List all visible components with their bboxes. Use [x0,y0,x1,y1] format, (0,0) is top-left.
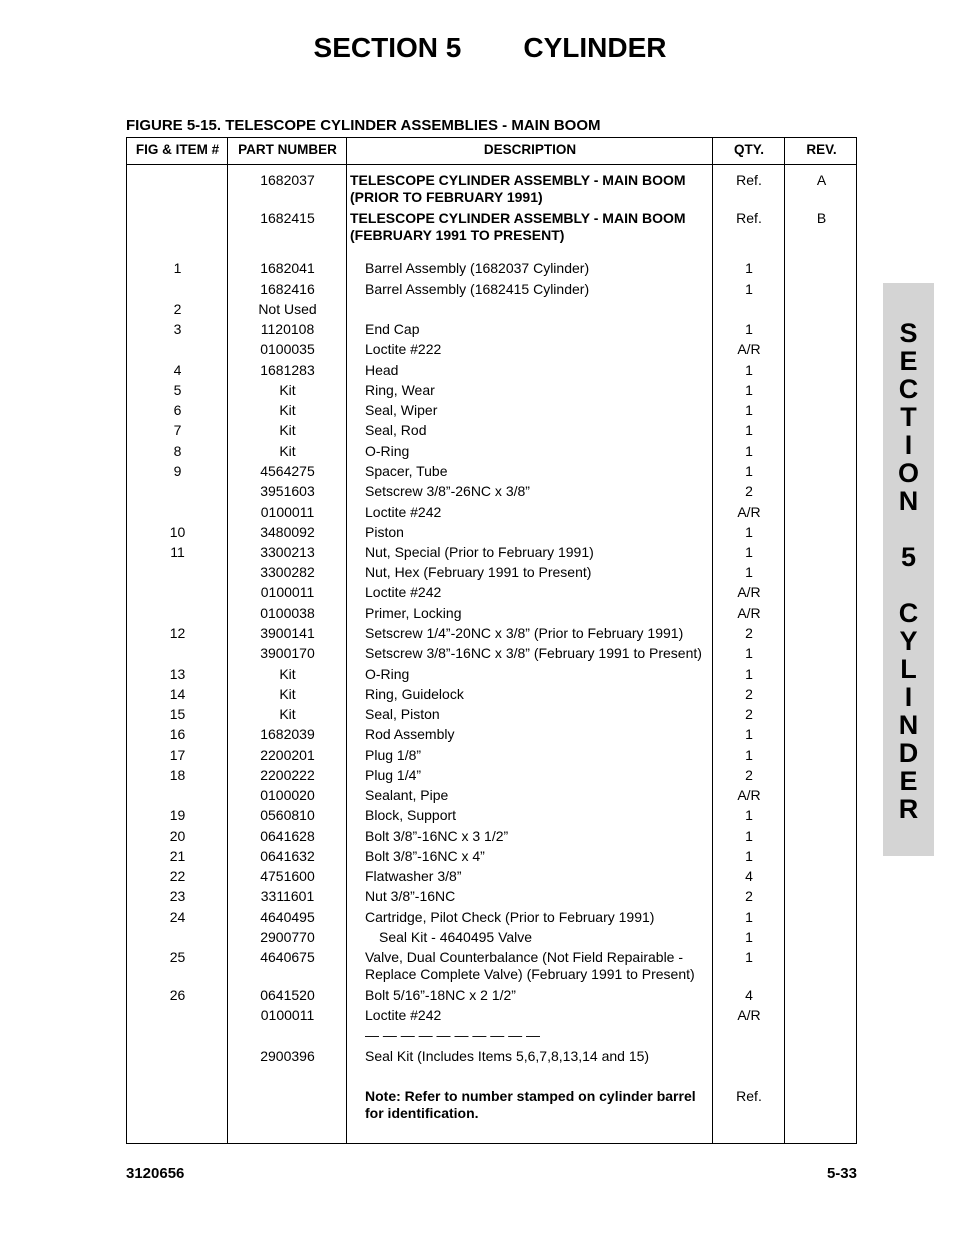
description-cell: Primer, Locking [365,605,462,621]
description-line: TELESCOPE CYLINDER ASSEMBLY - MAIN BOOM [350,210,686,226]
part-number-cell: 3311601 [260,888,315,904]
description-cell: Seal Kit (Includes Items 5,6,7,8,13,14 and 15) [365,1048,650,1064]
side-tab-letter: S [899,318,918,348]
description-line: Note: Refer to number stamped on cylinder barrel [365,1088,696,1104]
qty-cell: 2 [745,767,753,783]
description-cell [350,172,700,206]
description-cell: Loctite #222 [365,341,442,357]
part-number-cell: Kit [279,422,296,438]
fig-item-cell: 7 [173,422,182,438]
qty-cell: A/R [737,787,761,803]
part-number-cell: 2200201 [260,747,315,763]
part-number-cell: 2900770 [260,929,315,945]
fig-item-cell: 25 [169,949,186,965]
description-cell: Setscrew 3/8”-26NC x 3/8” [365,483,530,499]
part-number-cell: 1682037 [260,172,315,188]
fig-item-cell: 5 [173,382,182,398]
fig-item-cell: 6 [173,402,182,418]
part-number-cell: 3900141 [260,625,315,641]
qty-cell: 1 [745,726,753,742]
description-cell: Barrel Assembly (1682415 Cylinder) [365,281,590,297]
description-cell: Seal, Piston [365,706,440,722]
fig-item-cell: 23 [169,888,186,904]
qty-cell: A/R [737,341,761,357]
qty-cell: 1 [745,929,753,945]
description-line: (FEBRUARY 1991 TO PRESENT) [350,227,565,243]
part-number-cell: 3300282 [260,564,315,580]
section-name: CYLINDER [523,32,667,63]
side-tab-letter: D [898,738,919,768]
fig-item-cell: 10 [169,524,186,540]
qty-cell: 4 [745,868,753,884]
part-number-cell: 1682416 [260,281,315,297]
part-number-cell: 0641628 [260,828,315,844]
description-cell: Loctite #242 [365,1007,442,1023]
fig-item-cell: 14 [169,686,186,702]
qty-cell: 1 [745,564,753,580]
description-cell: Flatwasher 3/8” [365,868,462,884]
description-cell: Ring, Wear [365,382,435,398]
part-number-cell: 1682039 [260,726,315,742]
qty-cell: 2 [745,686,753,702]
qty-cell: 1 [745,362,753,378]
part-number-cell: Kit [279,666,296,682]
description-cell: Seal Kit - 4640495 Valve [379,929,533,945]
description-cell: Head [365,362,399,378]
fig-item-cell: 9 [173,463,182,479]
side-tab-letter: 5 [900,542,917,572]
part-number-cell: 0100038 [260,605,315,621]
fig-item-cell: 13 [169,666,186,682]
col-header-part: PART NUMBER [238,142,337,157]
qty-cell: 1 [745,463,753,479]
qty-cell: 1 [745,747,753,763]
part-number-cell: Kit [279,382,296,398]
qty-cell: Ref. [736,210,762,226]
fig-item-cell: 19 [169,807,186,823]
figure-title: FIGURE 5-15. TELESCOPE CYLINDER ASSEMBLIES - MAIN BOOM [126,117,601,134]
part-number-cell: 0100035 [260,341,315,357]
description-cell: O-Ring [365,443,410,459]
description-line: TELESCOPE CYLINDER ASSEMBLY - MAIN BOOM [350,172,686,188]
parts-table [126,137,857,1144]
description-cell: Spacer, Tube [365,463,448,479]
description-cell: Cartridge, Pilot Check (Prior to February 1991) [365,909,655,925]
rev-cell: A [816,172,827,188]
qty-cell: 1 [745,443,753,459]
fig-item-cell: 3 [173,321,182,337]
col-header-fig: FIG & ITEM # [135,142,220,157]
fig-item-cell: 16 [169,726,186,742]
description-cell: Loctite #242 [365,584,442,600]
fig-item-cell: 18 [169,767,186,783]
part-number-cell: 0100011 [260,1007,315,1023]
qty-cell: 2 [745,483,753,499]
part-number-cell: Not Used [258,301,317,317]
description-cell: Nut, Special (Prior to February 1991) [365,544,594,560]
qty-cell: 1 [745,666,753,682]
part-number-cell: 3900170 [260,645,315,661]
table-body [127,164,856,1143]
fig-item-cell: 26 [169,987,186,1003]
part-number-cell: Kit [279,706,296,722]
side-tab-letter: I [904,430,913,460]
qty-cell: A/R [737,605,761,621]
part-number-cell: 3480092 [260,524,315,540]
description-line: Valve, Dual Counterbalance (Not Field Repairable - [365,949,684,965]
qty-cell: 1 [745,645,753,661]
doc-number: 3120656 [126,1165,185,1182]
side-tab-letter: L [900,654,917,684]
qty-cell: 1 [745,544,753,560]
description-cell: Plug 1/8” [365,747,422,763]
qty-cell: 2 [745,888,753,904]
side-tab-letter: C [898,374,919,404]
fig-item-cell: 24 [169,909,186,925]
part-number-cell: 1120108 [260,321,315,337]
part-number-cell: 3300213 [260,544,315,560]
description-cell: Bolt 3/8”-16NC x 3 1/2” [365,828,509,844]
side-tab-letter: N [898,710,919,740]
description-cell [365,949,715,983]
fig-item-cell: 11 [170,544,185,560]
part-number-cell: Kit [279,402,296,418]
qty-cell: A/R [737,584,761,600]
qty-cell: 1 [745,281,753,297]
part-number-cell: 0641520 [260,987,315,1003]
qty-cell: Ref. [736,172,762,188]
description-cell: Rod Assembly [365,726,455,742]
part-number-cell: 0100011 [260,584,315,600]
fig-item-cell: 4 [173,362,182,378]
part-number-cell: 0560810 [260,807,315,823]
page-title [0,32,954,64]
fig-item-cell: 8 [173,443,182,459]
side-tab-letter: E [899,346,918,376]
description-line: Replace Complete Valve) (February 1991 to Present) [365,966,695,982]
side-tab-letter: O [897,458,919,488]
part-number-cell: Kit [279,443,296,459]
qty-cell: 2 [745,706,753,722]
part-number-cell: 1681283 [260,362,315,378]
description-cell: — — — — — — — — — — [365,1027,541,1043]
side-tab-letter: R [898,794,919,824]
section-number: SECTION 5 [313,32,462,63]
description-cell: Nut 3/8”-16NC [365,888,456,904]
qty-cell: A/R [737,504,761,520]
fig-item-cell: 22 [169,868,186,884]
fig-item-cell: 15 [169,706,186,722]
fig-item-cell: 2 [173,301,182,317]
description-cell: Piston [365,524,404,540]
part-number-cell: 4640495 [260,909,315,925]
section-side-tab [883,283,934,856]
qty-cell: 1 [745,382,753,398]
part-number-cell: 3951603 [260,483,315,499]
fig-item-cell: 1 [173,260,182,276]
qty-cell: A/R [737,1007,761,1023]
page-number: 5-33 [826,1165,857,1182]
description-cell: Loctite #242 [365,504,442,520]
qty-cell: 1 [745,321,753,337]
part-number-cell: 0100020 [260,787,315,803]
description-cell [365,1088,715,1122]
qty-cell: 2 [745,625,753,641]
rev-cell: B [816,210,827,226]
part-number-cell: 0641632 [260,848,315,864]
col-header-qty: QTY. [733,142,764,157]
description-cell: End Cap [365,321,420,337]
qty-cell: 1 [745,422,753,438]
description-cell: Bolt 3/8”-16NC x 4” [365,848,485,864]
description-cell [350,210,700,244]
description-cell: Barrel Assembly (1682037 Cylinder) [365,260,590,276]
description-cell: Ring, Guidelock [365,686,464,702]
part-number-cell: 4751600 [260,868,315,884]
side-tab-letter: E [899,766,918,796]
fig-item-cell: 17 [169,747,186,763]
col-header-rev: REV. [806,142,837,157]
fig-item-cell: 12 [169,625,186,641]
side-tab-letter: T [900,402,917,432]
fig-item-cell: 20 [169,828,186,844]
side-tab-letter: N [898,486,919,516]
part-number-cell: 1682041 [260,260,315,276]
description-cell: Setscrew 1/4”-20NC x 3/8” (Prior to February 1991) [365,625,684,641]
qty-cell: 1 [745,949,753,965]
description-cell: Plug 1/4” [365,767,422,783]
description-cell: Setscrew 3/8”-16NC x 3/8” (February 1991 to Present) [365,645,702,661]
side-tab-letter: C [898,598,919,628]
part-number-cell: 2900396 [260,1048,315,1064]
description-line: (PRIOR TO FEBRUARY 1991) [350,189,543,205]
qty-cell: 1 [745,807,753,823]
part-number-cell: 2200222 [260,767,315,783]
description-cell: Block, Support [365,807,457,823]
part-number-cell: 0100011 [260,504,315,520]
qty-cell: 1 [745,402,753,418]
part-number-cell: Kit [279,686,296,702]
qty-cell: 1 [745,260,753,276]
side-tab-letter: Y [899,626,918,656]
qty-cell: 1 [745,524,753,540]
qty-cell: 1 [745,848,753,864]
description-cell: Nut, Hex (February 1991 to Present) [365,564,592,580]
description-cell: Sealant, Pipe [365,787,449,803]
col-header-description: DESCRIPTION [483,142,577,157]
description-cell: Seal, Wiper [365,402,438,418]
fig-item-cell: 21 [169,848,186,864]
table-header [127,138,856,165]
qty-cell: 4 [745,987,753,1003]
part-number-cell: 4564275 [260,463,315,479]
qty-cell: 1 [745,909,753,925]
description-cell: O-Ring [365,666,410,682]
side-tab-letter: I [904,682,913,712]
part-number-cell: 1682415 [260,210,315,226]
description-cell: Seal, Rod [365,422,427,438]
qty-cell: 1 [745,828,753,844]
description-cell: Bolt 5/16”-18NC x 2 1/2” [365,987,516,1003]
qty-cell: Ref. [736,1088,762,1104]
part-number-cell: 4640675 [260,949,315,965]
description-line: for identification. [365,1105,479,1121]
